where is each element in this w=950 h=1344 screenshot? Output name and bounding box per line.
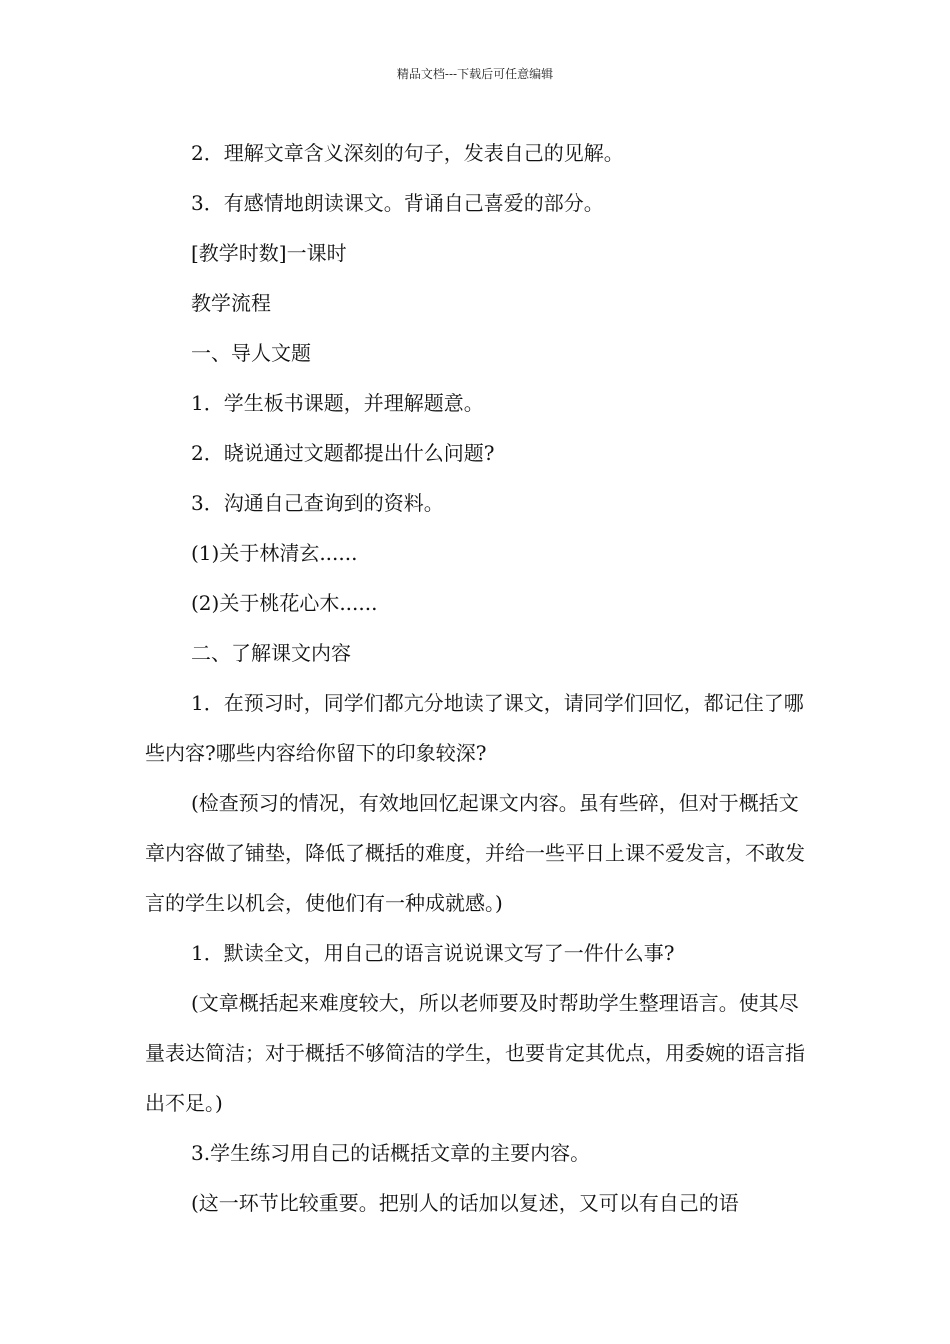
- paragraph-intro-3-2: (2)关于桃花心木......: [191, 591, 378, 615]
- paragraph-content-note-1: (检查预习的情况，有效地回忆起课文内容。虽有些碎，但对于概括文章内容做了铺垫，降低了概括的难度，并给一些平日上课不爱发言，不敢发言的学生以机会，使他们有一种成就感。): [145, 791, 805, 915]
- paragraph-objective-2: 2．理解文章含义深刻的句子，发表自己的见解。: [191, 141, 624, 165]
- paragraph-content-3: 3.学生练习用自己的话概括文章的主要内容。: [191, 1141, 591, 1165]
- paragraph-intro-3: 3．沟通自己查询到的资料。: [191, 491, 444, 515]
- paragraph-intro-3-1: (1)关于林清玄......: [191, 541, 358, 565]
- document-body: [145, 128, 807, 1228]
- section-heading-teaching-flow: 教学流程: [191, 291, 271, 315]
- paragraph-content-2: 1．默读全文，用自己的语言说说课文写了一件什么事?: [191, 941, 675, 965]
- paragraph-content-note-3: (这一环节比较重要。把别人的话加以复述，又可以有自己的语: [191, 1191, 739, 1215]
- paragraph-intro-1: 1．学生板书课题，并理解题意。: [191, 391, 484, 415]
- paragraph-objective-3: 3．有感情地朗读课文。背诵自己喜爱的部分。: [191, 191, 604, 215]
- paragraph-content-1: 1．在预习时，同学们都亢分地读了课文，请同学们回忆，都记住了哪些内容?哪些内容给你留下的印象较深?: [145, 691, 804, 765]
- paragraph-teaching-hours: [教学时数]一课时: [191, 241, 347, 265]
- section-heading-understand-content: 二、了解课文内容: [191, 641, 351, 665]
- page-header: 精品文档---下载后可任意编辑: [396, 67, 554, 81]
- paragraph-content-note-2: (文章概括起来难度较大，所以老师要及时帮助学生整理语言。使其尽量表达简洁；对于概括不够简洁的学生，也要肯定其优点，用委婉的语言指出不足。): [145, 991, 805, 1115]
- section-heading-introduction: 一、导人文题: [191, 341, 311, 365]
- paragraph-intro-2: 2．晓说通过文题都提出什么问题?: [191, 441, 495, 465]
